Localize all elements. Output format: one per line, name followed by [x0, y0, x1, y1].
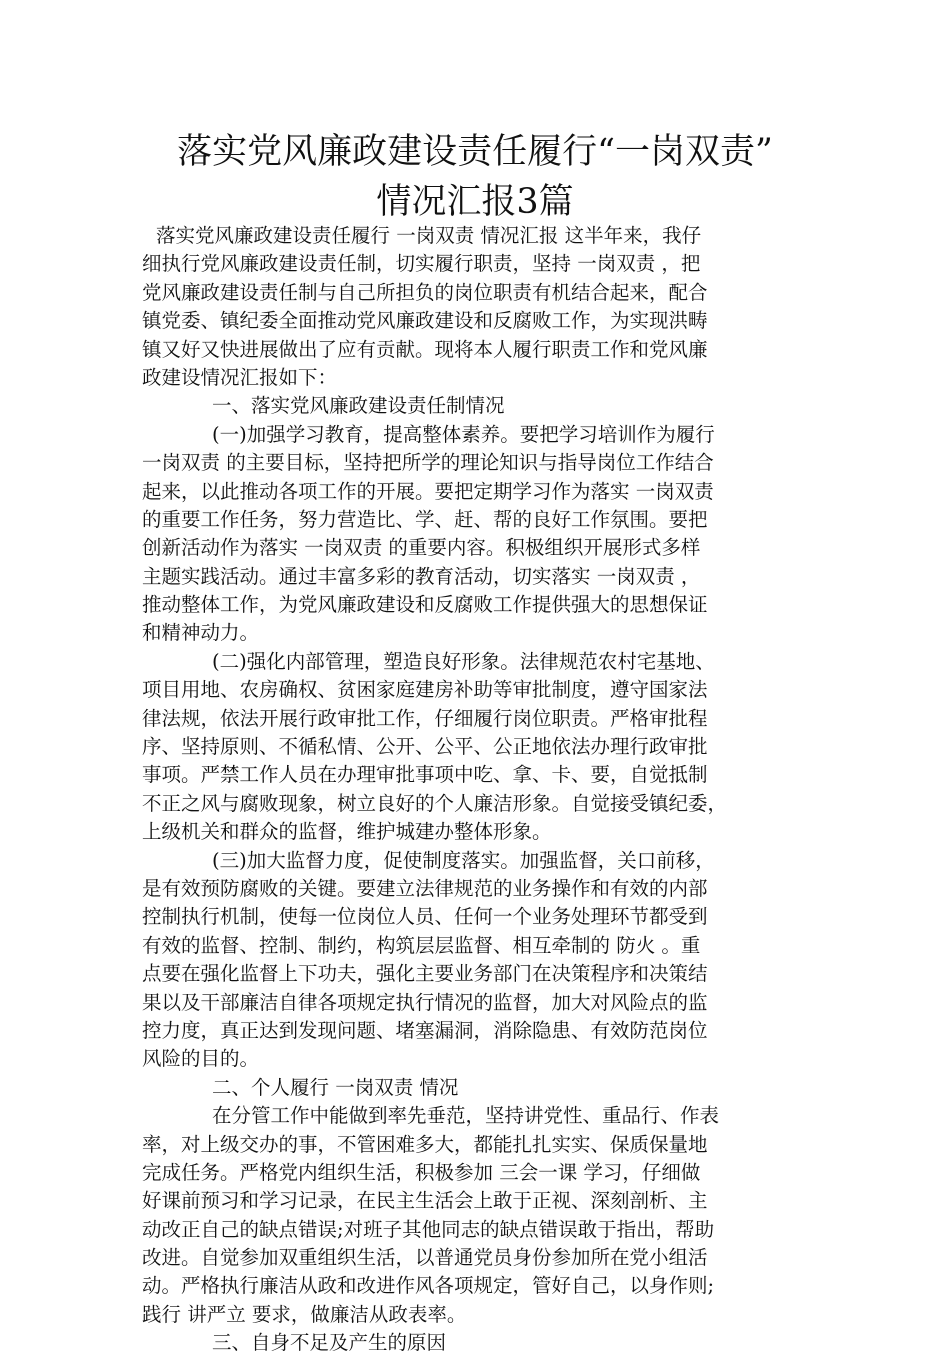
body-text-line: 不正之风与腐败现象，树立良好的个人廉洁形象。自觉接受镇纪委，: [142, 791, 728, 815]
body-text-line: 政建设情况汇报如下：: [142, 365, 338, 389]
body-text-line: 一、落实党风廉政建设责任制情况: [212, 394, 505, 418]
body-text-line: 有效的监督、控制、制约，构筑层层监督、相互牵制的 防火 。重: [142, 933, 701, 957]
body-text-line: (三)加大监督力度，促使制度落实。加强监督，关口前移，: [212, 848, 715, 872]
body-text-line: 二、个人履行 一岗双责 情况: [212, 1075, 459, 1099]
body-text-line: (一)加强学习教育，提高整体素养。要把学习培训作为履行: [212, 422, 715, 446]
body-text-line: 和精神动力。: [142, 621, 260, 645]
body-text-line: 序、坚持原则、不循私情、公开、公平、公正地依法办理行政审批: [142, 735, 708, 759]
body-text-line: 率，对上级交办的事，不管困难多大，都能扎扎实实、保质保量地: [142, 1132, 708, 1156]
body-text-line: 完成任务。严格党内组织生活，积极参加 三会一课 学习，仔细做: [142, 1160, 701, 1184]
body-text-line: 推动整体工作，为党风廉政建设和反腐败工作提供强大的思想保证: [142, 593, 708, 617]
body-text-line: 镇党委、镇纪委全面推动党风廉政建设和反腐败工作，为实现洪畴: [142, 309, 708, 333]
body-text-line: 细执行党风廉政建设责任制，切实履行职责，坚持 一岗双责 ，把: [142, 252, 701, 276]
body-text-line: 改进。自觉参加双重组织生活，以普通党员身份参加所在党小组活: [142, 1246, 708, 1270]
body-text-line: 点要在强化监督上下功夫，强化主要业务部门在决策程序和决策结: [142, 962, 708, 986]
body-text-line: 好课前预习和学习记录，在民主生活会上敢于正视、深刻剖析、主: [142, 1189, 708, 1213]
body-text-line: 事项。严禁工作人员在办理审批事项中吃、拿、卡、要，自觉抵制: [142, 763, 708, 787]
body-text-line: 践行 讲严立 要求，做廉洁从政表率。: [142, 1302, 467, 1326]
body-text-line: 的重要工作任务，努力营造比、学、赶、帮的良好工作氛围。要把: [142, 507, 708, 531]
body-text-line: 一岗双责 的主要目标，坚持把所学的理论知识与指导岗位工作结合: [142, 451, 714, 475]
body-text-line: 在分管工作中能做到率先垂范，坚持讲党性、重品行、作表: [212, 1104, 720, 1128]
body-text-line: 镇又好又快进展做出了应有贡献。现将本人履行职责工作和党风廉: [142, 337, 708, 361]
body-text-line: (二)强化内部管理，塑造良好形象。法律规范农村宅基地、: [212, 649, 715, 673]
body-text-line: 上级机关和群众的监督，维护城建办整体形象。: [142, 820, 552, 844]
body-text-line: 果以及干部廉洁自律各项规定执行情况的监督，加大对风险点的监: [142, 990, 708, 1014]
body-text-line: 控力度，真正达到发现问题、堵塞漏洞，消除隐患、有效防范岗位: [142, 1018, 708, 1042]
body-text-line: 主题实践活动。通过丰富多彩的教育活动，切实落实 一岗双责 ，: [142, 564, 701, 588]
document-body: [142, 222, 842, 1358]
body-text-line: 三、自身不足及产生的原因: [212, 1331, 447, 1355]
body-text-line: 党风廉政建设责任制与自己所担负的岗位职责有机结合起来，配合: [142, 280, 708, 304]
body-text-line: 控制执行机制，使每一位岗位人员、任何一个业务处理环节都受到: [142, 905, 708, 929]
body-text-line: 落实党风廉政建设责任履行 一岗双责 情况汇报 这半年来，我仔: [156, 224, 702, 247]
body-text-line: 律法规，依法开展行政审批工作，仔细履行岗位职责。严格审批程: [142, 706, 708, 730]
body-text-line: 是有效预防腐败的关键。要建立法律规范的业务操作和有效的内部: [142, 876, 708, 900]
body-text-line: 风险的目的。: [142, 1047, 260, 1071]
body-text-line: 起来，以此推动各项工作的开展。要把定期学习作为落实 一岗双责: [142, 479, 714, 503]
body-text-line: 动改正自己的缺点错误;对班子其他同志的缺点错误敢于指出，帮助: [142, 1217, 715, 1241]
document-title-line-1: 落实党风廉政建设责任履行“一岗双责”: [177, 132, 773, 172]
document-title-line-2: 情况汇报3篇: [376, 182, 574, 222]
body-text-line: 创新活动作为落实 一岗双责 的重要内容。积极组织开展形式多样: [142, 536, 701, 560]
body-text-line: 项目用地、农房确权、贫困家庭建房补助等审批制度，遵守国家法: [142, 678, 708, 702]
body-text-line: 动。严格执行廉洁从政和改进作风各项规定，管好自己，以身作则;: [142, 1274, 715, 1298]
